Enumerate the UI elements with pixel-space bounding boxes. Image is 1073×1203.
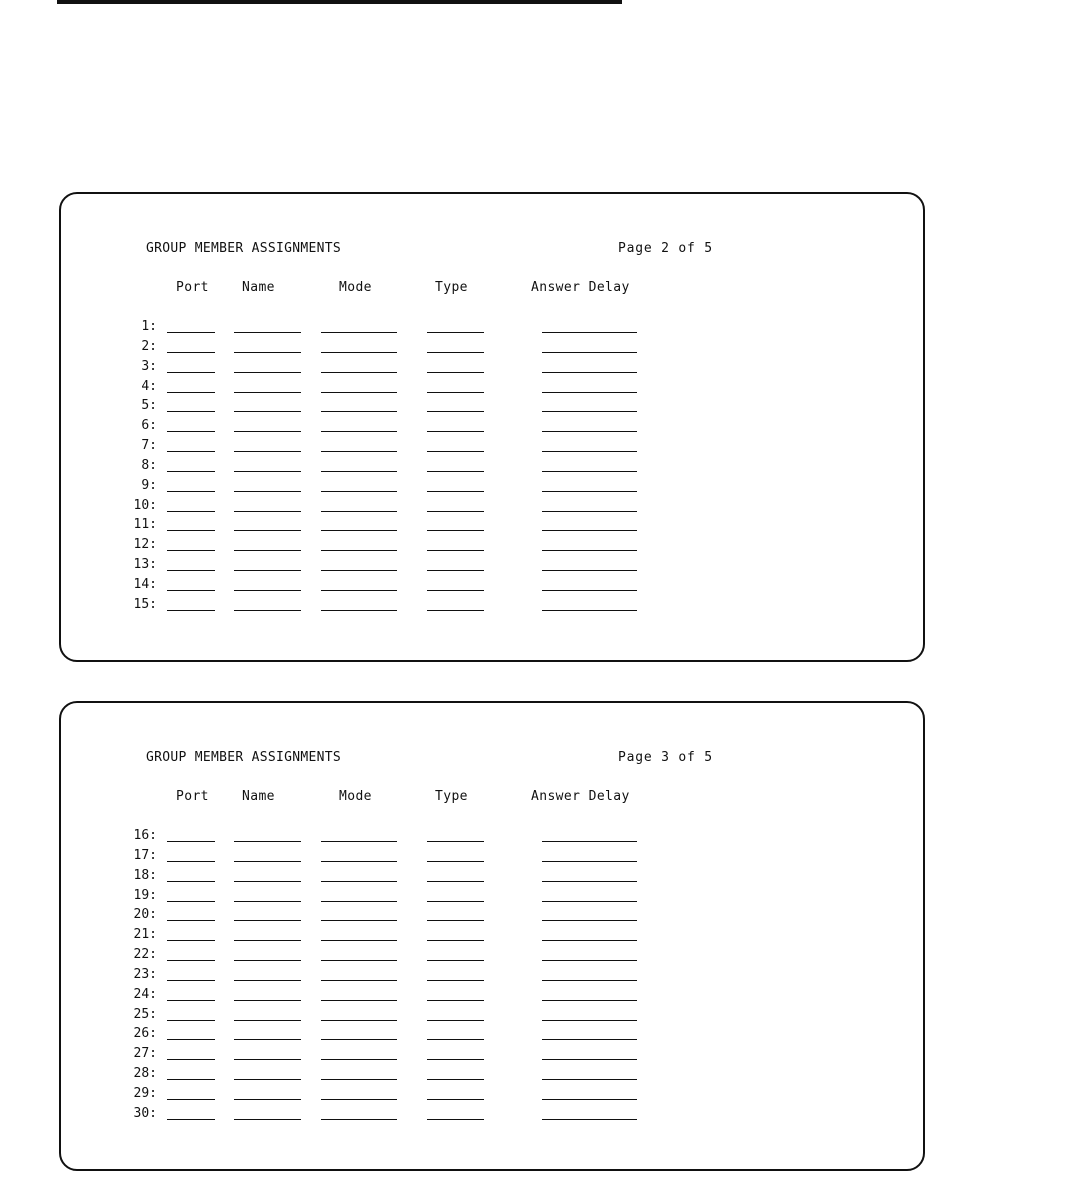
mode-field[interactable]: [321, 940, 397, 941]
column-header-answer-delay: Answer Delay: [531, 280, 630, 295]
type-field[interactable]: [427, 372, 484, 373]
row-number: 1:: [141, 319, 157, 334]
row-number: 5:: [141, 398, 157, 414]
table-row: [61, 360, 923, 380]
row-number: 10:: [133, 497, 157, 513]
mode-field[interactable]: [321, 1039, 397, 1040]
name-field[interactable]: [234, 590, 301, 591]
row-number: 13:: [133, 557, 157, 573]
name-field[interactable]: [234, 550, 301, 551]
type-field[interactable]: [427, 1099, 484, 1100]
table-row: [61, 320, 923, 340]
port-field[interactable]: [167, 570, 215, 571]
answer-delay-field[interactable]: [542, 861, 637, 862]
type-field[interactable]: [427, 980, 484, 981]
row-number: 22:: [133, 947, 157, 963]
panel-title: GROUP MEMBER ASSIGNMENTS: [146, 750, 342, 765]
mode-field[interactable]: [321, 570, 397, 571]
type-field[interactable]: [427, 861, 484, 862]
row-number: 8:: [141, 457, 157, 473]
row-number: 14:: [133, 576, 157, 592]
name-field[interactable]: [234, 841, 301, 842]
page-indicator: Page 3 of 5: [618, 750, 713, 765]
table-row: [61, 968, 923, 988]
mode-field[interactable]: [321, 511, 397, 512]
mode-field[interactable]: [321, 471, 397, 472]
mode-field[interactable]: [321, 841, 397, 842]
type-field[interactable]: [427, 550, 484, 551]
mode-field[interactable]: [321, 590, 397, 591]
type-field[interactable]: [427, 392, 484, 393]
port-field[interactable]: [167, 881, 215, 882]
mode-field[interactable]: [321, 491, 397, 492]
table-row: [61, 459, 923, 479]
type-field[interactable]: [427, 1020, 484, 1021]
port-field[interactable]: [167, 1079, 215, 1080]
name-field[interactable]: [234, 1119, 301, 1120]
answer-delay-field[interactable]: [542, 550, 637, 551]
table-row: [61, 399, 923, 419]
port-field[interactable]: [167, 590, 215, 591]
table-row: [61, 829, 923, 849]
column-header-mode: Mode: [339, 280, 372, 295]
type-field[interactable]: [427, 332, 484, 333]
name-field[interactable]: [234, 861, 301, 862]
table-row: [61, 849, 923, 869]
row-number: 12:: [133, 537, 157, 553]
type-field[interactable]: [427, 451, 484, 452]
row-number: 18:: [133, 867, 157, 883]
mode-field[interactable]: [321, 901, 397, 902]
port-field[interactable]: [167, 960, 215, 961]
type-field[interactable]: [427, 610, 484, 611]
type-field[interactable]: [427, 920, 484, 921]
name-field[interactable]: [234, 352, 301, 353]
name-field[interactable]: [234, 451, 301, 452]
table-row: [61, 479, 923, 499]
row-number: 4:: [141, 378, 157, 394]
name-field[interactable]: [234, 491, 301, 492]
name-field[interactable]: [234, 1059, 301, 1060]
answer-delay-field[interactable]: [542, 491, 637, 492]
row-number: 28:: [133, 1066, 157, 1082]
row-number: 26:: [133, 1026, 157, 1042]
name-field[interactable]: [234, 570, 301, 571]
mode-field[interactable]: [321, 960, 397, 961]
answer-delay-field[interactable]: [542, 1000, 637, 1001]
table-row: [61, 1047, 923, 1067]
type-field[interactable]: [427, 1059, 484, 1060]
mode-field[interactable]: [321, 1020, 397, 1021]
name-field[interactable]: [234, 610, 301, 611]
name-field[interactable]: [234, 881, 301, 882]
port-field[interactable]: [167, 352, 215, 353]
table-row: [61, 499, 923, 519]
mode-field[interactable]: [321, 610, 397, 611]
mode-field[interactable]: [321, 451, 397, 452]
mode-field[interactable]: [321, 920, 397, 921]
port-field[interactable]: [167, 1119, 215, 1120]
top-rule: [57, 0, 622, 4]
answer-delay-field[interactable]: [542, 841, 637, 842]
table-row: [61, 1067, 923, 1087]
answer-delay-field[interactable]: [542, 901, 637, 902]
table-row: [61, 1008, 923, 1028]
panel-title: GROUP MEMBER ASSIGNMENTS: [146, 241, 342, 256]
table-row: [61, 518, 923, 538]
type-field[interactable]: [427, 881, 484, 882]
answer-delay-field[interactable]: [542, 332, 637, 333]
name-field[interactable]: [234, 920, 301, 921]
mode-field[interactable]: [321, 352, 397, 353]
assignment-rows: [61, 320, 923, 618]
answer-delay-field[interactable]: [542, 352, 637, 353]
answer-delay-field[interactable]: [542, 1039, 637, 1040]
answer-delay-field[interactable]: [542, 570, 637, 571]
answer-delay-field[interactable]: [542, 471, 637, 472]
table-row: [61, 928, 923, 948]
name-field[interactable]: [234, 411, 301, 412]
port-field[interactable]: [167, 1020, 215, 1021]
mode-field[interactable]: [321, 1059, 397, 1060]
answer-delay-field[interactable]: [542, 940, 637, 941]
answer-delay-field[interactable]: [542, 431, 637, 432]
port-field[interactable]: [167, 530, 215, 531]
name-field[interactable]: [234, 392, 301, 393]
table-row: [61, 908, 923, 928]
port-field[interactable]: [167, 471, 215, 472]
answer-delay-field[interactable]: [542, 610, 637, 611]
table-row: [61, 419, 923, 439]
type-field[interactable]: [427, 940, 484, 941]
name-field[interactable]: [234, 530, 301, 531]
table-row: [61, 538, 923, 558]
table-row: [61, 598, 923, 618]
column-header-name: Name: [242, 789, 275, 804]
row-number: 19:: [133, 887, 157, 903]
row-number: 21:: [133, 927, 157, 943]
mode-field[interactable]: [321, 550, 397, 551]
port-field[interactable]: [167, 940, 215, 941]
type-field[interactable]: [427, 960, 484, 961]
table-row: [61, 439, 923, 459]
row-number: 29:: [133, 1085, 157, 1101]
answer-delay-field[interactable]: [542, 451, 637, 452]
mode-field[interactable]: [321, 1119, 397, 1120]
row-number: 6:: [141, 418, 157, 434]
column-header-port: Port: [176, 280, 209, 295]
name-field[interactable]: [234, 901, 301, 902]
port-field[interactable]: [167, 901, 215, 902]
answer-delay-field[interactable]: [542, 960, 637, 961]
mode-field[interactable]: [321, 392, 397, 393]
mode-field[interactable]: [321, 332, 397, 333]
type-field[interactable]: [427, 901, 484, 902]
row-number: 7:: [141, 438, 157, 454]
row-number: 2:: [141, 338, 157, 354]
type-field[interactable]: [427, 431, 484, 432]
column-header-name: Name: [242, 280, 275, 295]
name-field[interactable]: [234, 1020, 301, 1021]
row-number: 24:: [133, 986, 157, 1002]
type-field[interactable]: [427, 411, 484, 412]
name-field[interactable]: [234, 372, 301, 373]
row-number: 9:: [141, 477, 157, 493]
answer-delay-field[interactable]: [542, 1099, 637, 1100]
name-field[interactable]: [234, 1099, 301, 1100]
answer-delay-field[interactable]: [542, 411, 637, 412]
answer-delay-field[interactable]: [542, 1079, 637, 1080]
row-number: 15:: [133, 596, 157, 612]
name-field[interactable]: [234, 1039, 301, 1040]
mode-field[interactable]: [321, 1000, 397, 1001]
port-field[interactable]: [167, 372, 215, 373]
mode-field[interactable]: [321, 411, 397, 412]
mode-field[interactable]: [321, 1079, 397, 1080]
row-number: 20:: [133, 907, 157, 923]
answer-delay-field[interactable]: [542, 530, 637, 531]
table-row: [61, 380, 923, 400]
mode-field[interactable]: [321, 881, 397, 882]
row-number: 11:: [133, 517, 157, 533]
answer-delay-field[interactable]: [542, 392, 637, 393]
type-field[interactable]: [427, 1000, 484, 1001]
name-field[interactable]: [234, 471, 301, 472]
answer-delay-field[interactable]: [542, 881, 637, 882]
answer-delay-field[interactable]: [542, 1020, 637, 1021]
port-field[interactable]: [167, 451, 215, 452]
table-row: [61, 889, 923, 909]
port-field[interactable]: [167, 841, 215, 842]
type-field[interactable]: [427, 1039, 484, 1040]
type-field[interactable]: [427, 1079, 484, 1080]
screen-panel-page-3: [59, 701, 925, 1171]
answer-delay-field[interactable]: [542, 920, 637, 921]
port-field[interactable]: [167, 411, 215, 412]
column-header-mode: Mode: [339, 789, 372, 804]
page-indicator: Page 2 of 5: [618, 241, 713, 256]
row-number: 30:: [133, 1105, 157, 1121]
name-field[interactable]: [234, 332, 301, 333]
port-field[interactable]: [167, 550, 215, 551]
port-field[interactable]: [167, 920, 215, 921]
port-field[interactable]: [167, 1059, 215, 1060]
port-field[interactable]: [167, 491, 215, 492]
row-number: 3:: [141, 358, 157, 374]
port-field[interactable]: [167, 1039, 215, 1040]
type-field[interactable]: [427, 352, 484, 353]
name-field[interactable]: [234, 980, 301, 981]
row-number: 23:: [133, 966, 157, 982]
mode-field[interactable]: [321, 431, 397, 432]
answer-delay-field[interactable]: [542, 590, 637, 591]
answer-delay-field[interactable]: [542, 1119, 637, 1120]
type-field[interactable]: [427, 511, 484, 512]
name-field[interactable]: [234, 940, 301, 941]
row-number: 25:: [133, 1006, 157, 1022]
port-field[interactable]: [167, 610, 215, 611]
type-field[interactable]: [427, 491, 484, 492]
port-field[interactable]: [167, 861, 215, 862]
type-field[interactable]: [427, 471, 484, 472]
column-header-port: Port: [176, 789, 209, 804]
table-row: [61, 1087, 923, 1107]
name-field[interactable]: [234, 1000, 301, 1001]
answer-delay-field[interactable]: [542, 511, 637, 512]
table-row: [61, 988, 923, 1008]
table-row: [61, 340, 923, 360]
port-field[interactable]: [167, 431, 215, 432]
column-header-type: Type: [435, 280, 468, 295]
name-field[interactable]: [234, 431, 301, 432]
port-field[interactable]: [167, 511, 215, 512]
table-row: [61, 869, 923, 889]
row-number: 17:: [133, 847, 157, 863]
table-row: [61, 948, 923, 968]
row-number: 16:: [133, 828, 157, 843]
type-field[interactable]: [427, 530, 484, 531]
table-row: [61, 1027, 923, 1047]
port-field[interactable]: [167, 392, 215, 393]
table-row: [61, 1107, 923, 1127]
mode-field[interactable]: [321, 372, 397, 373]
row-number: 27:: [133, 1046, 157, 1062]
mode-field[interactable]: [321, 861, 397, 862]
mode-field[interactable]: [321, 1099, 397, 1100]
mode-field[interactable]: [321, 980, 397, 981]
name-field[interactable]: [234, 1079, 301, 1080]
answer-delay-field[interactable]: [542, 980, 637, 981]
table-row: [61, 558, 923, 578]
screen-panel-page-2: [59, 192, 925, 662]
column-header-type: Type: [435, 789, 468, 804]
table-row: [61, 578, 923, 598]
column-header-answer-delay: Answer Delay: [531, 789, 630, 804]
answer-delay-field[interactable]: [542, 372, 637, 373]
port-field[interactable]: [167, 980, 215, 981]
type-field[interactable]: [427, 590, 484, 591]
type-field[interactable]: [427, 841, 484, 842]
port-field[interactable]: [167, 1099, 215, 1100]
name-field[interactable]: [234, 960, 301, 961]
assignment-rows: [61, 829, 923, 1127]
port-field[interactable]: [167, 332, 215, 333]
name-field[interactable]: [234, 511, 301, 512]
type-field[interactable]: [427, 570, 484, 571]
mode-field[interactable]: [321, 530, 397, 531]
type-field[interactable]: [427, 1119, 484, 1120]
answer-delay-field[interactable]: [542, 1059, 637, 1060]
port-field[interactable]: [167, 1000, 215, 1001]
